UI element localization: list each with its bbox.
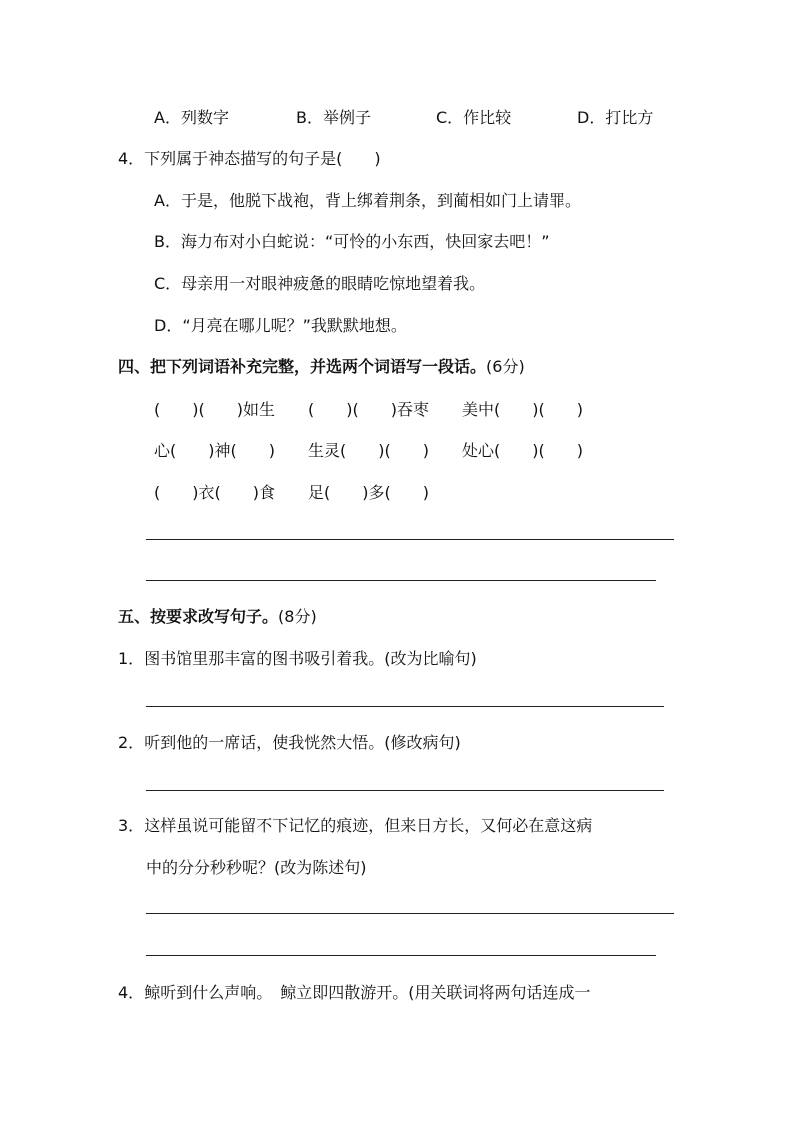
q4-option-b: B．海力布对小白蛇说：“可怜的小东西，快回家去吧！”	[154, 232, 550, 251]
answer-line[interactable]	[146, 706, 664, 707]
s5-item-2-num: 2．	[118, 733, 145, 752]
s5-item-3-cont	[146, 858, 367, 878]
s5-item-3-num: 3．	[118, 816, 145, 835]
s5-item-3-text: 这样虽说可能留不下记忆的痕迹，但来日方长，又何必在意这病	[144, 816, 593, 835]
s5-item-1-note: (改为比喻句)	[384, 649, 477, 668]
section4-word-1: ( )( )如生	[154, 400, 275, 419]
s5-item-3	[118, 816, 592, 836]
section4-word-2: ( )( )吞枣	[308, 400, 429, 419]
s5-item-4-text: 鲸听到什么声响。 鲸立即四散游开。	[144, 983, 409, 1002]
section4-word-5: 生灵( )( )	[308, 441, 429, 460]
section5-title: 五、按要求改写句子。	[118, 607, 279, 626]
answer-line[interactable]	[146, 539, 674, 540]
section5-heading	[118, 607, 317, 627]
section5-score: (8分)	[278, 607, 317, 626]
section4-word-8: 足( )多( )	[308, 483, 429, 502]
s5-item-2-text: 听到他的一席话，使我恍然大悟。	[144, 733, 385, 752]
q3-option-b: B．举例子	[296, 108, 371, 127]
answer-line[interactable]	[146, 955, 656, 956]
s5-item-2	[118, 733, 461, 753]
s5-item-1-text: 图书馆里那丰富的图书吸引着我。	[144, 649, 385, 668]
q3-option-a: A．列数字	[154, 108, 229, 127]
section4-word-3: 美中( )( )	[462, 400, 583, 419]
s5-item-2-note: (修改病句)	[384, 733, 461, 752]
q4-stem: 4．下列属于神态描写的句子是( )	[118, 149, 381, 168]
section4-score: (6分)	[486, 357, 525, 376]
q4-option-c: C．母亲用一对眼神疲惫的眼睛吃惊地望着我。	[154, 274, 486, 293]
s5-item-1	[118, 649, 477, 669]
section4-title: 四、把下列词语补充完整，并选两个词语写一段话。	[118, 357, 487, 376]
answer-line[interactable]	[146, 790, 664, 791]
s5-item-3-text2: 中的分分秒秒呢？	[146, 858, 275, 877]
section4-heading	[118, 357, 525, 377]
s5-item-1-num: 1．	[118, 649, 145, 668]
q3-option-d: D．打比方	[577, 108, 654, 127]
answer-line[interactable]	[146, 913, 674, 914]
section4-word-4: 心( )神( )	[154, 441, 275, 460]
section4-word-6: 处心( )( )	[462, 441, 583, 460]
answer-line[interactable]	[146, 580, 656, 581]
q3-option-c: C．作比较	[436, 108, 512, 127]
q4-option-a: A．于是，他脱下战袍，背上绑着荆条，到蔺相如门上请罪。	[154, 191, 581, 210]
q4-option-d: D．“月亮在哪儿呢？”我默默地想。	[154, 316, 407, 335]
s5-item-3-note: (改为陈述句)	[274, 858, 367, 877]
s5-item-4-num: 4．	[118, 983, 145, 1002]
s5-item-4-note: (用关联词将两句话连成一	[408, 983, 591, 1002]
s5-item-4	[118, 983, 590, 1003]
section4-word-7: ( )衣( )食	[154, 483, 275, 502]
